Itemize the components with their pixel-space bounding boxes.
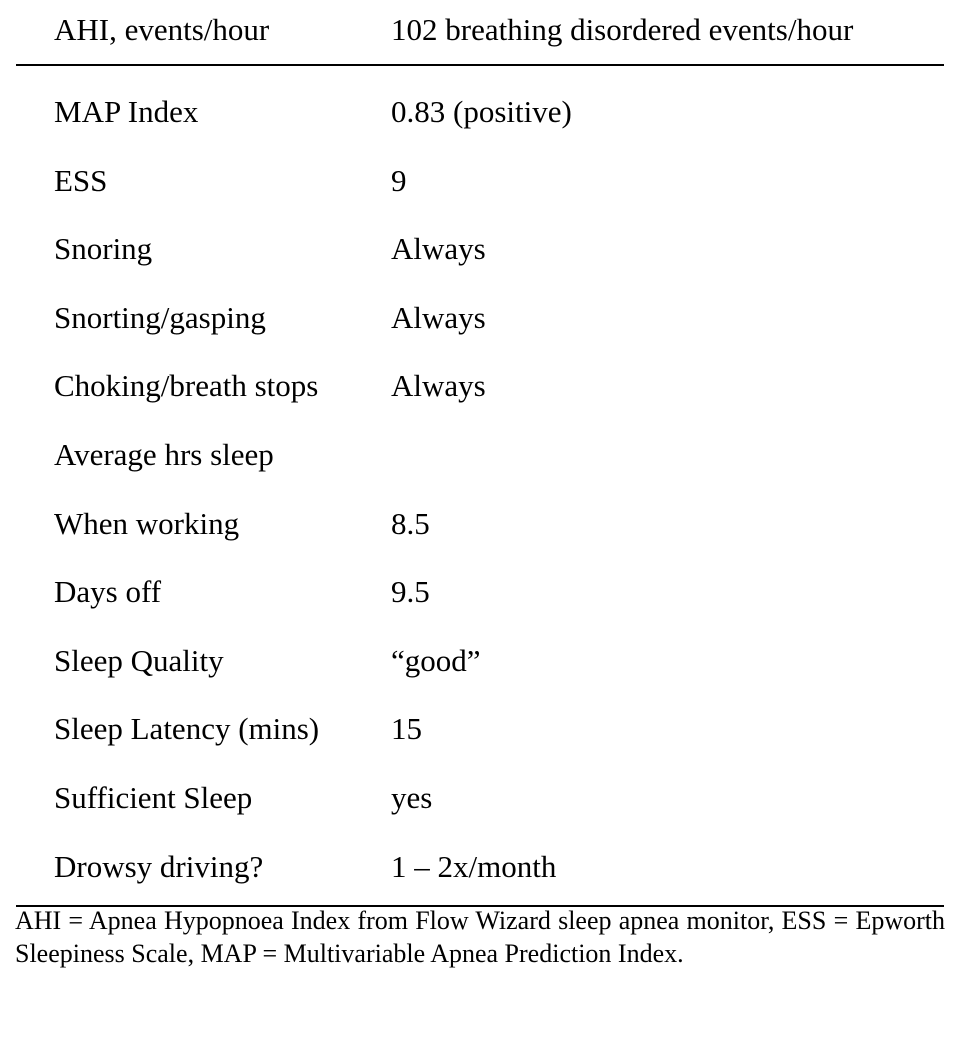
- row-value: Always: [391, 299, 486, 335]
- table-row: [16, 425, 944, 494]
- row-value: 15: [391, 711, 422, 747]
- row-label: Sleep Quality: [54, 642, 224, 678]
- header-value: 102 breathing disordered events/hour: [391, 12, 854, 47]
- table-row: [16, 562, 944, 631]
- header-label: AHI, events/hour: [54, 12, 270, 47]
- table-row: [16, 837, 944, 906]
- row-label: Snoring: [54, 231, 153, 267]
- row-label: Average hrs sleep: [54, 436, 274, 472]
- table-row: [16, 494, 944, 563]
- table-row: [16, 356, 944, 425]
- row-label: Choking/breath stops: [54, 368, 319, 404]
- top-rule: [16, 64, 944, 66]
- row-label: Drowsy driving?: [54, 848, 264, 884]
- table-row: [16, 768, 944, 837]
- row-value: Always: [391, 368, 486, 404]
- table-footnote: AHI = Apnea Hypopnoea Index from Flow Wizard sleep apnea monitor, ESS = Epworth Sleepiness Scale, MAP = Multivariable Apnea Prediction Index.: [15, 906, 945, 968]
- table-row: [16, 219, 944, 288]
- row-label: MAP Index: [54, 94, 199, 129]
- row-value: 9.5: [391, 574, 430, 610]
- row-label: ESS: [54, 162, 108, 198]
- data-table: [16, 0, 944, 907]
- row-value: Always: [391, 231, 486, 267]
- row-label: When working: [54, 505, 240, 541]
- row-label: Sleep Latency (mins): [54, 711, 320, 747]
- row-value: 9: [391, 162, 407, 198]
- row-value: 8.5: [391, 505, 430, 541]
- table-row: [16, 699, 944, 768]
- table-header-row: [16, 0, 944, 64]
- row-value: 1 – 2x/month: [391, 848, 557, 884]
- row-value: “good”: [391, 642, 481, 678]
- table-row: [16, 151, 944, 220]
- row-label: Snorting/gasping: [54, 299, 266, 335]
- row-label: Sufficient Sleep: [54, 779, 253, 815]
- table-row: [16, 82, 944, 151]
- row-label: Days off: [54, 574, 162, 610]
- table-row: [16, 631, 944, 700]
- row-value: yes: [391, 779, 433, 815]
- row-value: 0.83 (positive): [391, 94, 572, 129]
- table-row: [16, 288, 944, 357]
